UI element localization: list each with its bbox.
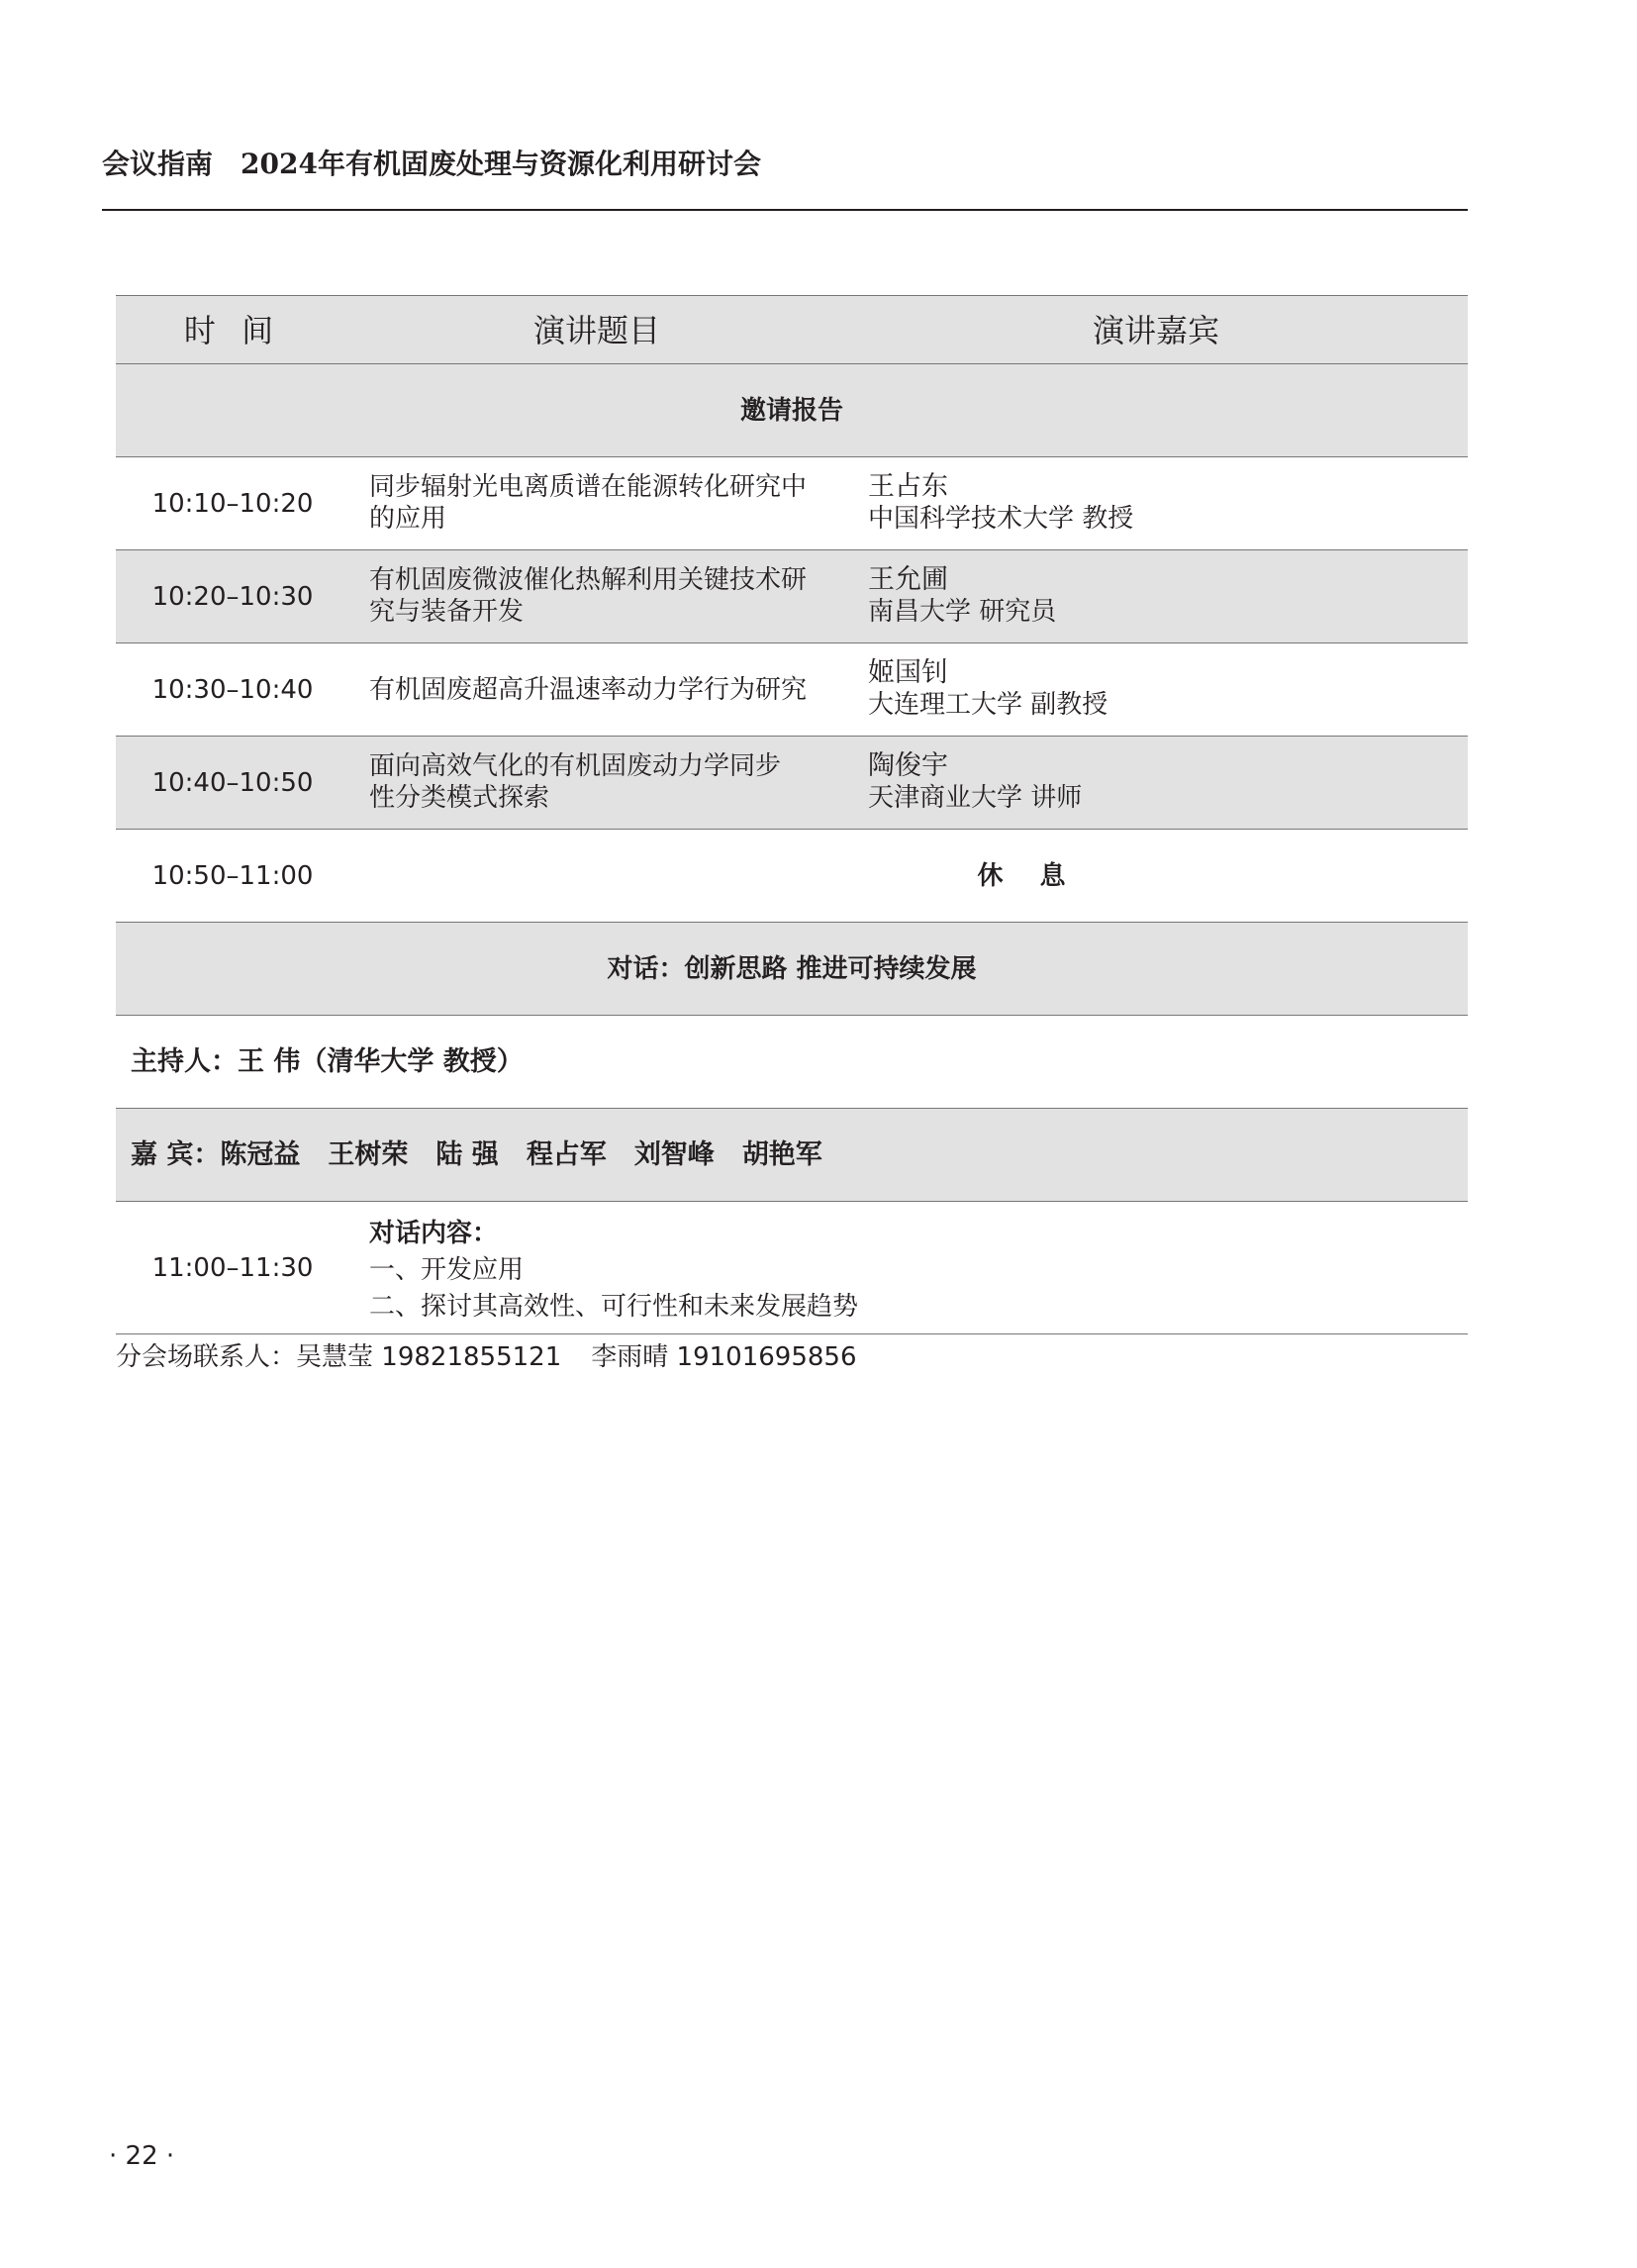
dialogue-time: 11:00–11:30 <box>151 1253 314 1283</box>
talk-topic-line: 有机固废微波催化热解利用关键技术研 <box>369 565 808 595</box>
talk-time: 10:20–10:30 <box>151 582 314 612</box>
talk-topic-line: 同步辐射光电离质谱在能源转化研究中 <box>369 472 808 502</box>
guest-name: 胡艳军 <box>741 1139 822 1170</box>
talk-topic-line: 的应用 <box>369 504 447 534</box>
guests-label: 嘉 宾： <box>131 1139 221 1170</box>
talk-topic-line: 究与装备开发 <box>369 597 525 627</box>
guests-row <box>116 1109 1468 1202</box>
table-header-row <box>116 295 1468 364</box>
schedule-table <box>116 295 1468 1334</box>
talk-speaker <box>868 471 1462 535</box>
guests-line <box>131 1109 850 1202</box>
guest-name: 陆 强 <box>435 1139 499 1170</box>
speaker-affiliation: 南昌大学 研究员 <box>868 597 1057 627</box>
col-header-speaker: 演讲嘉宾 <box>1092 312 1219 349</box>
contact-phone: 19821855121 <box>381 1342 562 1372</box>
table-row <box>116 550 1468 643</box>
contact-name: 吴慧莹 <box>296 1342 374 1372</box>
section-dialogue-row <box>116 923 1468 1016</box>
talk-speaker <box>868 564 1462 628</box>
break-row <box>116 830 1468 923</box>
dialogue-content <box>369 1216 858 1326</box>
running-header <box>102 145 1468 184</box>
host-row <box>116 1016 1468 1109</box>
talk-topic <box>369 564 840 628</box>
host-name: 王 伟（清华大学 教授） <box>238 1046 524 1077</box>
table-row <box>116 737 1468 830</box>
dialogue-content-item: 一、开发应用 <box>369 1255 525 1285</box>
session-contact <box>116 1339 857 1375</box>
contact-name: 李雨晴 <box>591 1342 669 1372</box>
speaker-affiliation: 中国科学技术大学 教授 <box>868 504 1134 534</box>
contact-phone: 19101695856 <box>676 1342 857 1372</box>
dialogue-content-item: 二、探讨其高效性、可行性和未来发展趋势 <box>369 1292 859 1322</box>
page-number: · 22 · <box>109 2141 175 2171</box>
host-line <box>131 1016 524 1109</box>
talk-topic <box>369 643 840 737</box>
guest-name: 王树荣 <box>328 1139 409 1170</box>
speaker-name: 王允圃 <box>868 564 948 595</box>
speaker-affiliation: 大连理工大学 副教授 <box>868 690 1108 720</box>
guest-name: 刘智峰 <box>633 1139 715 1170</box>
dialogue-content-title: 对话内容： <box>369 1219 499 1248</box>
speaker-affiliation: 天津商业大学 讲师 <box>868 783 1083 813</box>
speaker-name: 姬国钊 <box>868 657 948 688</box>
table-row <box>116 457 1468 550</box>
talk-topic-line: 面向高效气化的有机固废动力学同步 <box>369 751 782 781</box>
guest-name: 陈冠益 <box>220 1139 301 1170</box>
talk-time: 10:10–10:20 <box>151 489 314 519</box>
col-header-topic: 演讲题目 <box>532 312 660 349</box>
talk-time: 10:40–10:50 <box>151 768 314 798</box>
dialogue-content-row <box>116 1202 1468 1334</box>
section-invited-row <box>116 364 1468 457</box>
speaker-name: 王占东 <box>868 471 948 502</box>
guest-name: 程占军 <box>526 1139 607 1170</box>
section-dialogue-title: 对话：创新思路 推进可持续发展 <box>607 954 977 984</box>
col-header-time: 时 间 <box>183 312 282 349</box>
talk-speaker <box>868 657 1462 721</box>
host-label: 主持人： <box>131 1046 238 1077</box>
talk-speaker <box>868 750 1462 814</box>
talk-topic-line: 有机固废超高升温速率动力学行为研究 <box>369 675 808 705</box>
speaker-name: 陶俊宇 <box>868 750 948 781</box>
talk-topic <box>369 750 840 814</box>
talk-topic <box>369 471 840 535</box>
talk-topic-line: 性分类模式探索 <box>369 783 550 813</box>
conference-title: 2024年有机固废处理与资源化利用研讨会 <box>241 148 761 180</box>
table-row <box>116 643 1468 737</box>
break-label: 休 息 <box>977 861 1080 891</box>
header-rule <box>102 209 1468 211</box>
section-invited-title: 邀请报告 <box>739 396 843 426</box>
break-time: 10:50–11:00 <box>151 861 314 891</box>
contact-label: 分会场联系人： <box>116 1342 297 1372</box>
talk-time: 10:30–10:40 <box>151 675 314 705</box>
guide-label: 会议指南 <box>102 148 214 180</box>
